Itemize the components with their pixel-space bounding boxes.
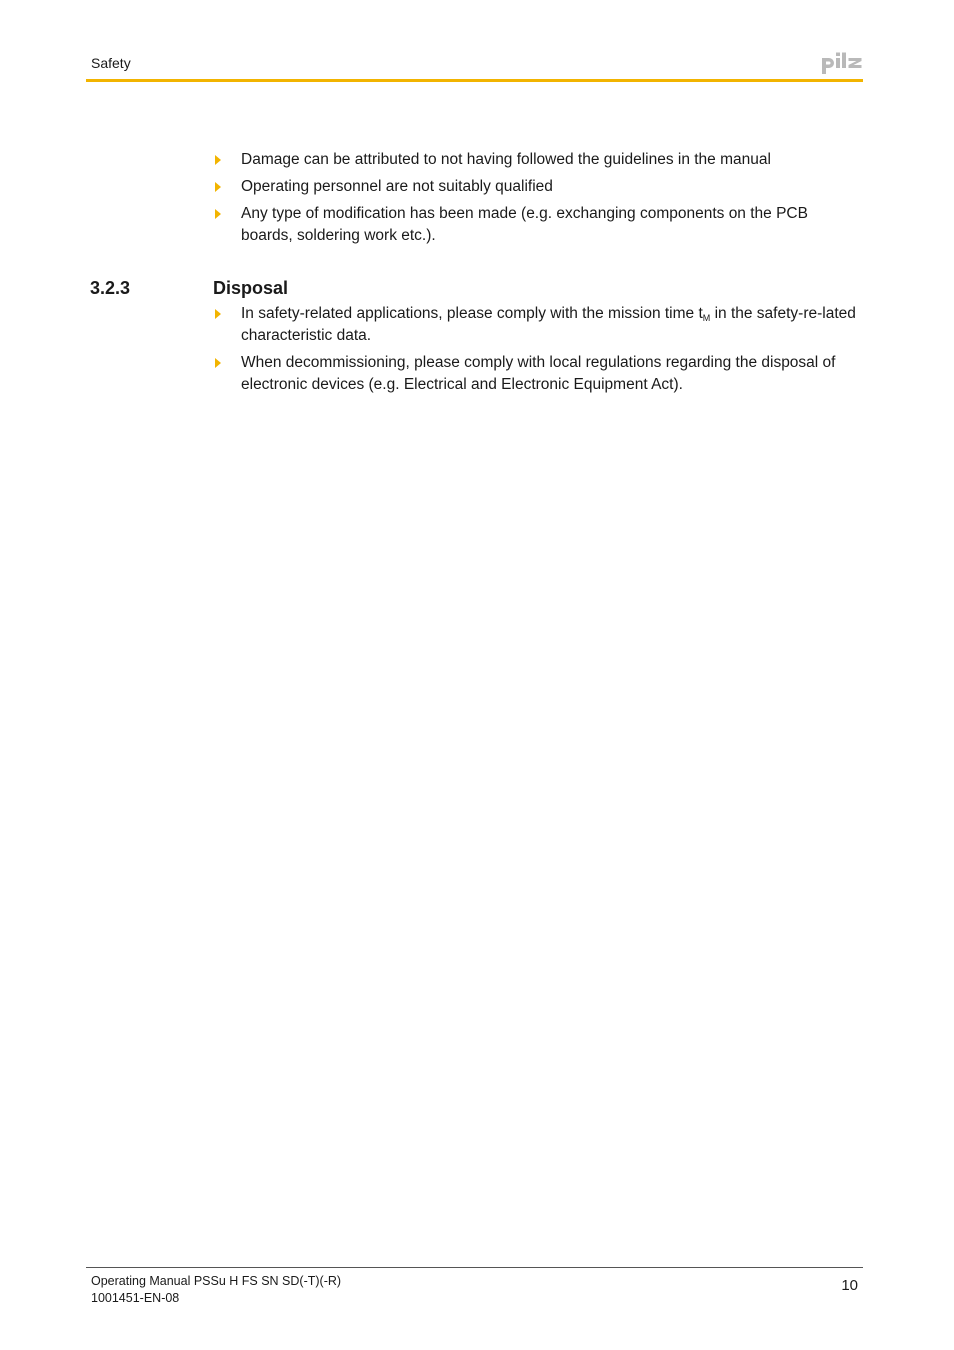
- list-item: [212, 352, 862, 396]
- pilz-logo: [821, 52, 863, 76]
- list-item-text: Any type of modification has been made (e.g. exchanging components on the PCB boards, soldering work etc.).: [241, 205, 808, 244]
- mission-time-subscript: M: [702, 313, 711, 323]
- section-title: Disposal: [213, 278, 289, 298]
- bullet-arrow-icon: [215, 309, 221, 319]
- list-item-text-after: in the safety-re-lated characteristic data.: [241, 305, 856, 344]
- manual-title: Operating Manual PSSu H FS SN SD(-T)(-R): [91, 1274, 342, 1288]
- list-item: [212, 303, 862, 347]
- section-number: 3.2.3: [90, 278, 131, 298]
- header-section-title: Safety: [91, 55, 131, 71]
- list-item-text: Operating personnel are not suitably qualified: [241, 178, 553, 195]
- header-rule: [86, 79, 863, 82]
- list-item-text-before: In safety-related applications, please comply with the mission time t: [241, 305, 703, 322]
- list-item-text: Damage can be attributed to not having followed the guidelines in the manual: [241, 151, 771, 168]
- bullet-arrow-icon: [215, 182, 221, 192]
- page-header: [86, 0, 863, 83]
- bullet-arrow-icon: [215, 155, 221, 165]
- list-item: [212, 203, 862, 247]
- footer-rule: [86, 1267, 863, 1268]
- page-number: 10: [841, 1277, 858, 1294]
- list-item: [212, 149, 862, 171]
- list-item: [212, 176, 862, 198]
- disposal-bullet-list: [212, 303, 862, 401]
- footer-document-info: [91, 1273, 341, 1307]
- document-number: 1001451-EN-08: [91, 1291, 180, 1305]
- bullet-arrow-icon: [215, 358, 221, 368]
- conditions-bullet-list: [212, 149, 862, 252]
- bullet-arrow-icon: [215, 209, 221, 219]
- list-item-text: When decommissioning, please comply with local regulations regarding the disposal of electronic devices (e.g. Electrical and Electronic Equipment Act).: [241, 354, 836, 393]
